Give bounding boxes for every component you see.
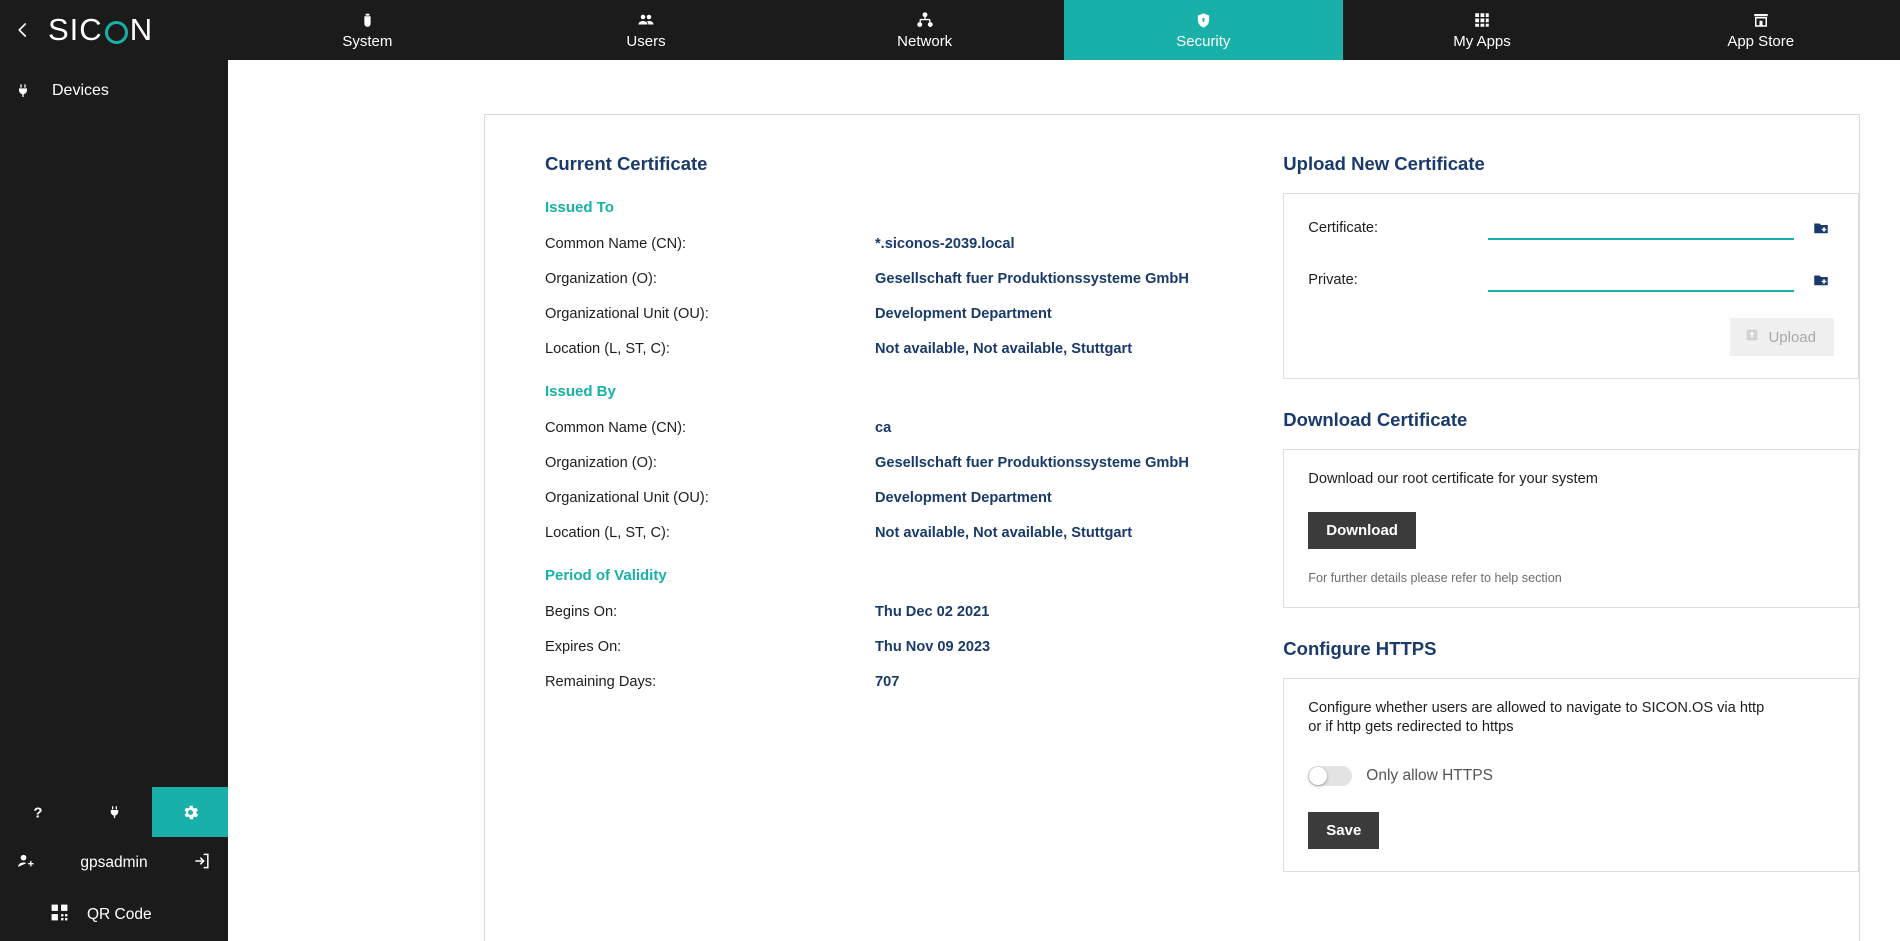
tab-users[interactable] (507, 0, 786, 60)
help-icon[interactable] (0, 787, 76, 837)
info-key: Expires On: (545, 639, 622, 655)
sidebar-header (0, 0, 228, 60)
tab-my-apps[interactable] (1343, 0, 1622, 60)
tab-label: System (342, 33, 393, 50)
download-button[interactable]: Download (1308, 512, 1416, 549)
sidebar-footer (0, 787, 228, 941)
sidebar (0, 0, 228, 941)
gear-icon[interactable] (152, 787, 228, 837)
info-key: Location (L, ST, C): (545, 341, 670, 357)
info-key: Organizational Unit (OU): (545, 306, 709, 322)
sidebar-user-row (0, 837, 228, 889)
upload-button-label: Upload (1768, 328, 1816, 346)
logo-text-right: N (129, 12, 154, 47)
info-row (545, 525, 1247, 541)
info-key: Common Name (CN): (545, 420, 687, 436)
info-value: 707 (875, 674, 900, 690)
info-value: Gesellschaft fuer Produktionssysteme GmbH (875, 455, 1189, 471)
info-row (545, 455, 1247, 471)
sidebar-quick-actions (0, 787, 228, 837)
download-help-note: For further details please refer to help section (1308, 570, 1562, 585)
logo-text-left: SIC (48, 12, 103, 47)
upload-button[interactable] (1730, 318, 1834, 356)
info-row (545, 271, 1247, 287)
tab-label: Users (626, 33, 666, 50)
save-button[interactable]: Save (1308, 812, 1379, 849)
tab-label: My Apps (1453, 33, 1511, 50)
sicon-logo (48, 12, 153, 48)
configure-https-card (1283, 678, 1859, 872)
file-add-icon[interactable] (1808, 268, 1834, 292)
tab-label: Network (897, 33, 953, 50)
private-label: Private: (1308, 272, 1358, 288)
tab-label: Security (1176, 33, 1231, 50)
grid-apps-icon (1473, 10, 1491, 30)
tab-system[interactable] (228, 0, 507, 60)
issued-by-heading: Issued By (545, 383, 616, 400)
sidebar-qr-row[interactable] (0, 889, 228, 941)
info-value: Development Department (875, 490, 1052, 506)
https-toggle-label: Only allow HTTPS (1366, 767, 1493, 785)
info-key: Common Name (CN): (545, 236, 687, 252)
certificate-input[interactable] (1488, 214, 1794, 240)
logo-o-ring (105, 21, 128, 44)
network-icon (915, 10, 935, 30)
tab-label: App Store (1727, 33, 1795, 50)
info-row (545, 604, 1247, 620)
sidebar-item-label: Devices (52, 82, 109, 99)
https-description-line2: or if http gets redirected to https (1308, 719, 1514, 736)
upload-action-row (1308, 318, 1834, 356)
download-certificate-card (1283, 449, 1859, 608)
user-add-icon[interactable] (16, 851, 36, 876)
info-row (545, 306, 1247, 322)
info-row (545, 639, 1247, 655)
page-title: Current Certificate (545, 153, 708, 174)
info-value: Thu Nov 09 2023 (875, 639, 991, 655)
info-row (545, 674, 1247, 690)
info-key: Remaining Days: (545, 674, 657, 690)
user-name: gpsadmin (80, 854, 148, 871)
info-value: *.siconos-2039.local (875, 236, 1015, 252)
download-certificate-title: Download Certificate (1283, 409, 1468, 430)
certificate-label: Certificate: (1308, 220, 1379, 236)
issued-to-heading: Issued To (545, 199, 614, 216)
qr-code-label: QR Code (87, 906, 152, 923)
only-allow-https-toggle[interactable] (1308, 766, 1352, 786)
info-value: Thu Dec 02 2021 (875, 604, 990, 620)
content-area (228, 60, 1900, 941)
info-row (545, 341, 1247, 357)
logout-icon[interactable] (192, 851, 212, 876)
upload-icon (1744, 327, 1760, 347)
info-row (545, 420, 1247, 436)
private-input[interactable] (1488, 266, 1794, 292)
info-value: Development Department (875, 306, 1052, 322)
main-area (228, 0, 1900, 941)
https-toggle-row (1308, 766, 1834, 786)
tab-security[interactable] (1064, 0, 1343, 60)
upload-certificate-title: Upload New Certificate (1283, 153, 1485, 174)
info-value: Not available, Not available, Stuttgart (875, 525, 1133, 541)
tab-app-store[interactable] (1621, 0, 1900, 60)
svg-text:?: ? (33, 804, 43, 821)
sidebar-item-devices[interactable] (0, 74, 228, 108)
info-row (545, 236, 1247, 252)
tab-network[interactable] (785, 0, 1064, 60)
validity-heading: Period of Validity (545, 567, 667, 584)
https-description-line1: Configure whether users are allowed to navigate to SICON.OS via http (1308, 699, 1765, 716)
chevron-left-icon[interactable] (10, 17, 36, 43)
current-certificate-section (485, 153, 1247, 902)
device-plug-icon-footer[interactable] (76, 787, 152, 837)
info-key: Organization (O): (545, 455, 657, 471)
system-icon (360, 10, 375, 30)
info-value: ca (875, 420, 892, 436)
configure-https-title: Configure HTTPS (1283, 637, 1437, 659)
right-column (1247, 153, 1859, 902)
device-plug-icon (12, 82, 34, 100)
info-key: Begins On: (545, 604, 618, 620)
toggle-knob (1309, 767, 1327, 785)
info-key: Organization (O): (545, 271, 657, 287)
panel-columns (485, 115, 1859, 902)
info-key: Organizational Unit (OU): (545, 490, 709, 506)
private-field-row (1308, 266, 1834, 292)
store-icon (1752, 10, 1770, 30)
users-icon (635, 10, 657, 30)
upload-certificate-card (1283, 193, 1859, 379)
certificate-field-row (1308, 214, 1834, 240)
info-key: Location (L, ST, C): (545, 525, 670, 541)
info-value: Not available, Not available, Stuttgart (875, 341, 1133, 357)
qr-code-icon (50, 903, 69, 927)
file-add-icon[interactable] (1808, 216, 1834, 240)
info-value: Gesellschaft fuer Produktionssysteme GmbH (875, 271, 1189, 287)
download-description: Download our root certificate for your system (1308, 471, 1598, 487)
shield-icon (1195, 10, 1212, 30)
security-panel (484, 114, 1860, 941)
sidebar-nav (0, 74, 228, 108)
info-row (545, 490, 1247, 506)
top-navigation (228, 0, 1900, 60)
